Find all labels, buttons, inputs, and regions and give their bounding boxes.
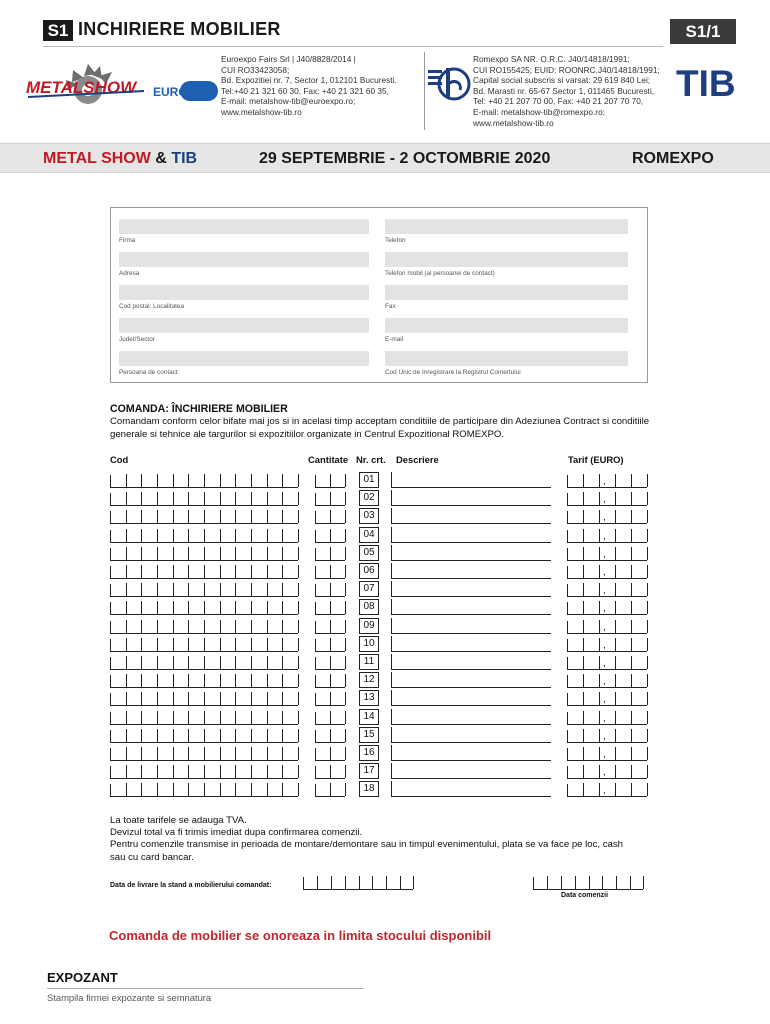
tarif-field[interactable] bbox=[567, 639, 647, 652]
stock-availability-note: Comanda de mobilier se onoreaza in limita stocului disponibil bbox=[109, 928, 492, 943]
descriere-field[interactable] bbox=[391, 472, 551, 488]
cantitate-field[interactable] bbox=[315, 657, 345, 670]
descriere-field[interactable] bbox=[391, 599, 551, 615]
decimal-comma: , bbox=[603, 785, 606, 796]
row-number: 04 bbox=[359, 527, 379, 543]
decimal-comma: , bbox=[603, 694, 606, 705]
order-row bbox=[0, 690, 770, 708]
decimal-comma: , bbox=[603, 622, 606, 633]
cod-field[interactable] bbox=[110, 693, 298, 706]
row-number: 07 bbox=[359, 581, 379, 597]
row-number: 18 bbox=[359, 781, 379, 797]
row-number: 01 bbox=[359, 472, 379, 488]
order-row bbox=[0, 672, 770, 690]
cod-field[interactable] bbox=[110, 566, 298, 579]
row-number: 08 bbox=[359, 599, 379, 615]
cantitate-field[interactable] bbox=[315, 766, 345, 779]
tib-logo bbox=[676, 62, 748, 100]
firma-field[interactable] bbox=[119, 219, 369, 234]
cantitate-field[interactable] bbox=[315, 712, 345, 725]
cantitate-field[interactable] bbox=[315, 784, 345, 797]
organizer-left-line: www.metalshow-tib.ro bbox=[221, 106, 302, 117]
judet-label: Judet/Sector bbox=[119, 336, 155, 343]
descriere-field[interactable] bbox=[391, 763, 551, 779]
row-number: 10 bbox=[359, 636, 379, 652]
col-header-cantitate: Cantitate bbox=[308, 454, 349, 465]
order-row bbox=[0, 709, 770, 727]
cod-field[interactable] bbox=[110, 675, 298, 688]
exhibitor-subtitle: Stampila firmei expozante si semnatura bbox=[47, 992, 212, 1003]
fax-label: Fax bbox=[385, 303, 396, 310]
order-date-field[interactable] bbox=[533, 877, 643, 890]
organizer-left-line: Bd. Expozitiei nr. 7, Sector 1, 012101 Bucuresti. bbox=[221, 75, 397, 86]
decimal-comma: , bbox=[603, 512, 606, 523]
organizer-right-line: Tel: +40 21 207 70 00, Fax: +40 21 207 70 70, bbox=[473, 96, 644, 107]
cod-unic-label: Cod Unic de Inregistrare la Registrul Comertului bbox=[385, 369, 521, 376]
col-header-cod: Cod bbox=[110, 454, 129, 465]
row-number: 14 bbox=[359, 709, 379, 725]
order-row bbox=[0, 581, 770, 599]
romexpo-logo bbox=[426, 60, 472, 106]
col-header-tarif: Tarif (EURO) bbox=[568, 454, 624, 465]
cod-unic-field[interactable] bbox=[385, 351, 628, 366]
row-number: 15 bbox=[359, 727, 379, 743]
order-row bbox=[0, 490, 770, 508]
descriere-field[interactable] bbox=[391, 508, 551, 524]
decimal-comma: , bbox=[603, 476, 606, 487]
order-title: COMANDA: ÎNCHIRIERE MOBILIER bbox=[110, 403, 288, 415]
event-name-metalshow: METAL SHOW bbox=[43, 150, 151, 167]
descriere-field[interactable] bbox=[391, 745, 551, 761]
descriere-field[interactable] bbox=[391, 563, 551, 579]
order-row bbox=[0, 618, 770, 636]
tarif-field[interactable] bbox=[567, 566, 647, 579]
euroexpo-logo bbox=[152, 80, 218, 102]
row-number: 11 bbox=[359, 654, 379, 670]
order-row bbox=[0, 472, 770, 490]
cantitate-field[interactable] bbox=[315, 493, 345, 506]
judet-field[interactable] bbox=[119, 318, 369, 333]
descriere-field[interactable] bbox=[391, 527, 551, 543]
cantitate-field[interactable] bbox=[315, 602, 345, 615]
decimal-comma: , bbox=[603, 585, 606, 596]
order-row bbox=[0, 508, 770, 526]
persoana-contact-label: Persoana de contact bbox=[119, 369, 178, 376]
tarif-field[interactable] bbox=[567, 548, 647, 561]
cantitate-field[interactable] bbox=[315, 748, 345, 761]
persoana-contact-field[interactable] bbox=[119, 351, 369, 366]
cod-postal-field[interactable] bbox=[119, 285, 369, 300]
row-number: 17 bbox=[359, 763, 379, 779]
decimal-comma: , bbox=[603, 767, 606, 778]
organizer-right-line: Capital social subscris si varsat: 29 619 840 Lei; bbox=[473, 75, 651, 86]
tarif-field[interactable] bbox=[567, 748, 647, 761]
row-number: 16 bbox=[359, 745, 379, 761]
tarif-field[interactable] bbox=[567, 511, 647, 524]
cod-field[interactable] bbox=[110, 621, 298, 634]
order-row bbox=[0, 763, 770, 781]
organizer-romexpo-info bbox=[473, 54, 673, 128]
fax-field[interactable] bbox=[385, 285, 628, 300]
cantitate-field[interactable] bbox=[315, 530, 345, 543]
adresa-field[interactable] bbox=[119, 252, 369, 267]
cod-field[interactable] bbox=[110, 530, 298, 543]
email-field[interactable] bbox=[385, 318, 628, 333]
metalshow-logo bbox=[26, 60, 148, 118]
event-name bbox=[43, 150, 197, 168]
row-number: 05 bbox=[359, 545, 379, 561]
cantitate-field[interactable] bbox=[315, 639, 345, 652]
cod-postal-label: Cod postal; Localitatea bbox=[119, 303, 185, 310]
organizer-right-line: Romexpo SA NR. O.R.C. J40/14818/1991; bbox=[473, 54, 630, 64]
decimal-comma: , bbox=[603, 549, 606, 560]
telefon-mobil-field[interactable] bbox=[385, 252, 628, 267]
note-line: La toate tarifele se adauga TVA. bbox=[110, 815, 247, 826]
order-terms-line: generale si tehnice ale targurilor si expozitiilor organizate in Centrul Expozitional ROMEXPO. bbox=[110, 428, 505, 440]
organizer-left-line: E-mail: metalshow-tib@euroexpo.ro; bbox=[221, 96, 356, 107]
descriere-field[interactable] bbox=[391, 690, 551, 706]
organizer-euroexpo-info bbox=[221, 54, 421, 118]
order-terms bbox=[110, 416, 655, 441]
telefon-label: Telefon bbox=[385, 237, 406, 244]
decimal-comma: , bbox=[603, 731, 606, 742]
row-number: 02 bbox=[359, 490, 379, 506]
row-number: 03 bbox=[359, 508, 379, 524]
tarif-field[interactable] bbox=[567, 675, 647, 688]
descriere-field[interactable] bbox=[391, 672, 551, 688]
col-header-descriere: Descriere bbox=[396, 454, 439, 465]
order-date-label: Data comenzii bbox=[561, 892, 609, 899]
organizer-right-line: CUI RO155425; EUID: ROONRC.J40/14818/1991; bbox=[473, 64, 660, 75]
euroexpo-logo-text: EUROexpo bbox=[153, 85, 216, 99]
decimal-comma: , bbox=[603, 531, 606, 542]
note-line: sau cu card bancar. bbox=[110, 851, 194, 863]
event-name-tib: TIB bbox=[171, 150, 198, 167]
tarif-field[interactable] bbox=[567, 602, 647, 615]
order-terms-line: Comandam conform celor bifate mai jos si in acelasi timp acceptam conditiile de participare din Adeziunea Contract si conditiile bbox=[110, 416, 650, 427]
tib-logo-text: TIB bbox=[676, 63, 736, 100]
order-row bbox=[0, 654, 770, 672]
col-header-nr: Nr. crt. bbox=[356, 454, 386, 465]
cod-field[interactable] bbox=[110, 602, 298, 615]
exhibitor-title: EXPOZANT bbox=[47, 970, 118, 985]
cod-field[interactable] bbox=[110, 766, 298, 779]
cod-field[interactable] bbox=[110, 584, 298, 597]
descriere-field[interactable] bbox=[391, 490, 551, 506]
note-line: Pentru comenzile transmise in perioada de montare/demontare sau in timpul evenimentului, plata se va face pe loc, cash bbox=[110, 839, 624, 851]
order-row bbox=[0, 599, 770, 617]
cod-field[interactable] bbox=[110, 475, 298, 488]
decimal-comma: , bbox=[603, 494, 606, 505]
cantitate-field[interactable] bbox=[315, 584, 345, 597]
tarif-field[interactable] bbox=[567, 475, 647, 488]
telefon-field[interactable] bbox=[385, 219, 628, 234]
cantitate-field[interactable] bbox=[315, 693, 345, 706]
descriere-field[interactable] bbox=[391, 636, 551, 652]
cantitate-field[interactable] bbox=[315, 548, 345, 561]
cod-field[interactable] bbox=[110, 730, 298, 743]
cantitate-field[interactable] bbox=[315, 566, 345, 579]
decimal-comma: , bbox=[603, 658, 606, 669]
decimal-comma: , bbox=[603, 749, 606, 760]
descriere-field[interactable] bbox=[391, 781, 551, 797]
row-number: 09 bbox=[359, 618, 379, 634]
metalshow-logo-text: METALSHOW bbox=[26, 78, 137, 97]
descriere-field[interactable] bbox=[391, 709, 551, 725]
decimal-comma: , bbox=[603, 713, 606, 724]
order-row bbox=[0, 545, 770, 563]
tarif-field[interactable] bbox=[567, 657, 647, 670]
delivery-date-field[interactable] bbox=[303, 877, 413, 890]
event-venue: ROMEXPO bbox=[632, 150, 714, 167]
descriere-field[interactable] bbox=[391, 618, 551, 634]
decimal-comma: , bbox=[603, 640, 606, 651]
tarif-field[interactable] bbox=[567, 784, 647, 797]
order-row bbox=[0, 781, 770, 799]
row-number: 13 bbox=[359, 690, 379, 706]
tarif-field[interactable] bbox=[567, 530, 647, 543]
note-line: Devizul total va fi trimis imediat dupa confirmarea comenzii. bbox=[110, 827, 363, 839]
descriere-field[interactable] bbox=[391, 727, 551, 743]
title-divider bbox=[43, 46, 663, 47]
page-code-badge: S1/1 bbox=[670, 19, 736, 44]
cantitate-field[interactable] bbox=[315, 511, 345, 524]
decimal-comma: , bbox=[603, 603, 606, 614]
row-number: 12 bbox=[359, 672, 379, 688]
tarif-field[interactable] bbox=[567, 621, 647, 634]
tarif-field[interactable] bbox=[567, 584, 647, 597]
descriere-field[interactable] bbox=[391, 581, 551, 597]
exhibitor-signature-line bbox=[47, 988, 363, 989]
event-band bbox=[0, 143, 770, 173]
telefon-mobil-label: Telefon mobil (al persoanei de contact) bbox=[385, 270, 495, 277]
order-row bbox=[0, 636, 770, 654]
order-row bbox=[0, 745, 770, 763]
cod-field[interactable] bbox=[110, 712, 298, 725]
organizer-right-line: E-mail: metalshow-tib@romexpo.ro; bbox=[473, 106, 605, 117]
organizer-left-line: Tel:+40 21 321 60 30, Fax: +40 21 321 60 35, bbox=[221, 85, 389, 96]
cantitate-field[interactable] bbox=[315, 675, 345, 688]
tarif-field[interactable] bbox=[567, 493, 647, 506]
delivery-date-label: Data de livrare la stand a mobilierului comandat: bbox=[110, 882, 272, 889]
event-dates: 29 SEPTEMBRIE - 2 OCTOMBRIE 2020 bbox=[259, 150, 551, 167]
header-divider bbox=[424, 52, 425, 130]
form-title: INCHIRIERE MOBILIER bbox=[78, 19, 281, 39]
organizer-left-line: CUI RO33423058; bbox=[221, 64, 290, 75]
order-row bbox=[0, 727, 770, 745]
organizer-left-line: Euroexpo Fairs Srl | J40/8828/2014 | bbox=[221, 54, 356, 64]
email-label: E-mail bbox=[385, 336, 404, 343]
organizer-right-line: www.metalshow-tib.ro bbox=[473, 117, 554, 128]
decimal-comma: , bbox=[603, 676, 606, 687]
company-info-box bbox=[110, 207, 648, 383]
decimal-comma: , bbox=[603, 567, 606, 578]
row-number: 06 bbox=[359, 563, 379, 579]
cod-field[interactable] bbox=[110, 657, 298, 670]
cantitate-field[interactable] bbox=[315, 621, 345, 634]
tarif-field[interactable] bbox=[567, 766, 647, 779]
cantitate-field[interactable] bbox=[315, 730, 345, 743]
descriere-field[interactable] bbox=[391, 654, 551, 670]
descriere-field[interactable] bbox=[391, 545, 551, 561]
section-code-badge: S1 bbox=[43, 20, 73, 41]
cod-field[interactable] bbox=[110, 548, 298, 561]
tarif-field[interactable] bbox=[567, 730, 647, 743]
order-row bbox=[0, 563, 770, 581]
order-row bbox=[0, 527, 770, 545]
adresa-label: Adresa bbox=[119, 270, 140, 277]
organizer-right-line: Bd. Marasti nr. 65-67 Sector 1, 011465 Bucuresti, bbox=[473, 85, 655, 96]
tarif-field[interactable] bbox=[567, 693, 647, 706]
event-name-amp: & bbox=[155, 150, 167, 167]
firma-label: Firma bbox=[119, 237, 136, 244]
cod-field[interactable] bbox=[110, 784, 298, 797]
cod-field[interactable] bbox=[110, 639, 298, 652]
cod-field[interactable] bbox=[110, 511, 298, 524]
cantitate-field[interactable] bbox=[315, 475, 345, 488]
tarif-field[interactable] bbox=[567, 712, 647, 725]
order-notes bbox=[110, 815, 670, 864]
cod-field[interactable] bbox=[110, 748, 298, 761]
cod-field[interactable] bbox=[110, 493, 298, 506]
